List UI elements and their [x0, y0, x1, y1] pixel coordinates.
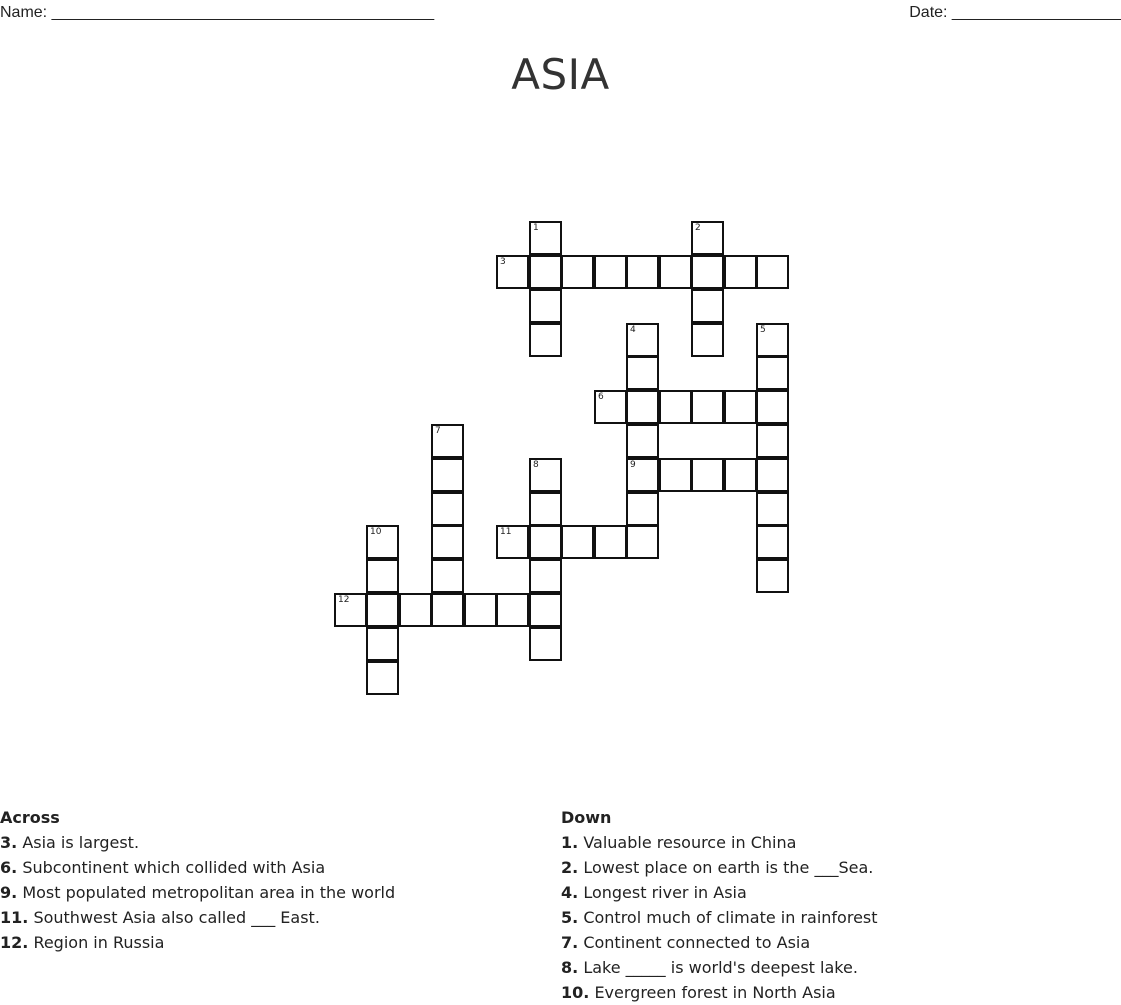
- crossword-cell[interactable]: [529, 593, 562, 627]
- crossword-cell[interactable]: [529, 458, 562, 492]
- clue-text: Evergreen forest in North Asia: [594, 983, 836, 1002]
- crossword-cell[interactable]: [594, 390, 627, 424]
- crossword-cell[interactable]: [691, 323, 724, 357]
- crossword-cell[interactable]: [431, 424, 464, 458]
- crossword-cell[interactable]: [691, 255, 724, 289]
- clue-down-8: [561, 955, 878, 980]
- clue-across-9: [0, 880, 395, 905]
- clue-number: 8.: [561, 958, 579, 977]
- crossword-cell[interactable]: [756, 525, 789, 559]
- crossword-cell[interactable]: [659, 255, 692, 289]
- clue-across-12: [0, 930, 395, 955]
- crossword-cell[interactable]: [399, 593, 432, 627]
- cell-number: 1: [533, 223, 539, 233]
- crossword-cell[interactable]: [626, 323, 659, 357]
- crossword-cell[interactable]: [529, 559, 562, 593]
- crossword-cell[interactable]: [366, 559, 399, 593]
- clue-number: 2.: [561, 858, 579, 877]
- down-clues: [561, 805, 878, 1005]
- crossword-cell[interactable]: [756, 424, 789, 458]
- clue-down-1: [561, 830, 878, 855]
- clue-across-11: [0, 905, 395, 930]
- crossword-cell[interactable]: [756, 492, 789, 526]
- crossword-cell[interactable]: [366, 525, 399, 559]
- crossword-cell[interactable]: [431, 593, 464, 627]
- clue-number: 5.: [561, 908, 579, 927]
- crossword-cell[interactable]: [691, 458, 724, 492]
- crossword-cell[interactable]: [561, 255, 594, 289]
- clue-text: Lake _____ is world's deepest lake.: [583, 958, 858, 977]
- crossword-cell[interactable]: [756, 356, 789, 390]
- clue-text: Control much of climate in rainforest: [583, 908, 878, 927]
- crossword-cell[interactable]: [659, 458, 692, 492]
- clue-text: Most populated metropolitan area in the world: [22, 883, 396, 902]
- crossword-cell[interactable]: [496, 593, 529, 627]
- clue-text: Asia is largest.: [22, 833, 140, 852]
- crossword-cell[interactable]: [691, 221, 724, 255]
- clue-text: Continent connected to Asia: [583, 933, 811, 952]
- crossword-cell[interactable]: [431, 492, 464, 526]
- clue-down-7: [561, 930, 878, 955]
- crossword-cell[interactable]: [626, 424, 659, 458]
- clue-down-2: [561, 855, 878, 880]
- crossword-cell[interactable]: [691, 289, 724, 323]
- clue-number: 3.: [0, 833, 18, 852]
- crossword-cell[interactable]: [464, 593, 497, 627]
- date-field: Date: ___________________: [909, 4, 1121, 21]
- crossword-cell[interactable]: [691, 390, 724, 424]
- clue-text: Southwest Asia also called ___ East.: [33, 908, 320, 927]
- clue-down-5: [561, 905, 878, 930]
- crossword-cell[interactable]: [594, 525, 627, 559]
- crossword-cell[interactable]: [496, 525, 529, 559]
- crossword-cell[interactable]: [724, 390, 757, 424]
- crossword-cell[interactable]: [756, 559, 789, 593]
- clue-text: Region in Russia: [33, 933, 165, 952]
- across-heading: Across: [0, 808, 60, 827]
- clue-down-4: [561, 880, 878, 905]
- clue-text: Lowest place on earth is the ___Sea.: [583, 858, 874, 877]
- clue-number: 1.: [561, 833, 579, 852]
- crossword-cell[interactable]: [529, 323, 562, 357]
- clue-down-10: [561, 980, 878, 1005]
- crossword-cell[interactable]: [529, 627, 562, 661]
- crossword-cell[interactable]: [756, 458, 789, 492]
- cell-number: 12: [338, 595, 350, 605]
- crossword-cell[interactable]: [529, 492, 562, 526]
- crossword-cell[interactable]: [626, 525, 659, 559]
- clue-number: 6.: [0, 858, 18, 877]
- clue-text: Valuable resource in China: [583, 833, 797, 852]
- clue-across-6: [0, 855, 395, 880]
- cell-number: 10: [370, 527, 382, 537]
- clue-text: Subcontinent which collided with Asia: [22, 858, 326, 877]
- clue-text: Longest river in Asia: [583, 883, 747, 902]
- cell-number: 6: [598, 392, 604, 402]
- cell-number: 9: [630, 460, 636, 470]
- cell-number: 7: [435, 426, 441, 436]
- cell-number: 8: [533, 460, 539, 470]
- crossword-cell[interactable]: [366, 661, 399, 695]
- cell-number: 3: [500, 257, 506, 267]
- crossword-cell[interactable]: [626, 390, 659, 424]
- across-clues: [0, 805, 395, 955]
- crossword-cell[interactable]: [724, 458, 757, 492]
- crossword-cell[interactable]: [561, 525, 594, 559]
- crossword-cell[interactable]: [366, 593, 399, 627]
- cell-number: 2: [695, 223, 701, 233]
- page-title: ASIA: [511, 50, 610, 99]
- crossword-cell[interactable]: [334, 593, 367, 627]
- clue-number: 11.: [0, 908, 29, 927]
- crossword-cell[interactable]: [756, 323, 789, 357]
- cell-number: 5: [760, 325, 766, 335]
- clue-number: 9.: [0, 883, 18, 902]
- crossword-cell[interactable]: [366, 627, 399, 661]
- crossword-cell[interactable]: [431, 458, 464, 492]
- clue-number: 4.: [561, 883, 579, 902]
- clue-number: 10.: [561, 983, 590, 1002]
- crossword-cell[interactable]: [529, 221, 562, 255]
- crossword-cell[interactable]: [626, 255, 659, 289]
- name-field: Name: ___________________________________________: [0, 4, 435, 21]
- crossword-cell[interactable]: [724, 255, 757, 289]
- crossword-cell[interactable]: [594, 255, 627, 289]
- crossword-cell[interactable]: [431, 559, 464, 593]
- crossword-cell[interactable]: [659, 390, 692, 424]
- clue-across-3: [0, 830, 395, 855]
- crossword-cell[interactable]: [496, 255, 529, 289]
- cell-number: 4: [630, 325, 636, 335]
- crossword-cell[interactable]: [529, 289, 562, 323]
- clue-number: 12.: [0, 933, 29, 952]
- crossword-cell[interactable]: [431, 525, 464, 559]
- crossword-cell[interactable]: [529, 255, 562, 289]
- crossword-cell[interactable]: [756, 390, 789, 424]
- crossword-cell[interactable]: [626, 458, 659, 492]
- cell-number: 11: [500, 527, 512, 537]
- crossword-cell[interactable]: [756, 255, 789, 289]
- down-heading: Down: [561, 808, 612, 827]
- crossword-cell[interactable]: [529, 525, 562, 559]
- crossword-cell[interactable]: [626, 356, 659, 390]
- clue-number: 7.: [561, 933, 579, 952]
- crossword-cell[interactable]: [626, 492, 659, 526]
